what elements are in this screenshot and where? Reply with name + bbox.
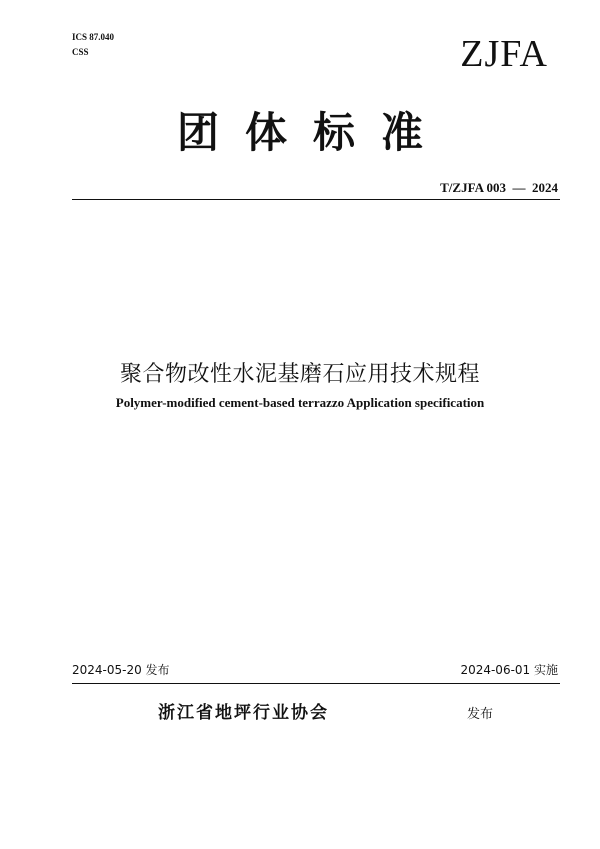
header-divider: [72, 199, 560, 200]
ics-code: ICS 87.040: [72, 32, 115, 42]
document-title-chinese: 聚合物改性水泥基磨石应用技术规程: [119, 362, 480, 387]
standard-type-heading: 团体标准: [176, 108, 449, 157]
issue-date: 2024-05-20 发布: [72, 663, 170, 677]
standard-number: T/ZJFA 003 — 2024: [440, 180, 558, 195]
organization-abbreviation: ZJFA: [460, 33, 548, 75]
document-title-english: Polymer-modified cement-based terrazzo Application specification: [115, 395, 485, 410]
published-label: 发布: [467, 707, 494, 722]
footer-divider: [72, 683, 560, 684]
category-code: CSS: [72, 47, 89, 57]
implementation-date: 2024-06-01 实施: [460, 663, 558, 677]
publisher-name: 浙江省地坪行业协会: [158, 703, 329, 723]
